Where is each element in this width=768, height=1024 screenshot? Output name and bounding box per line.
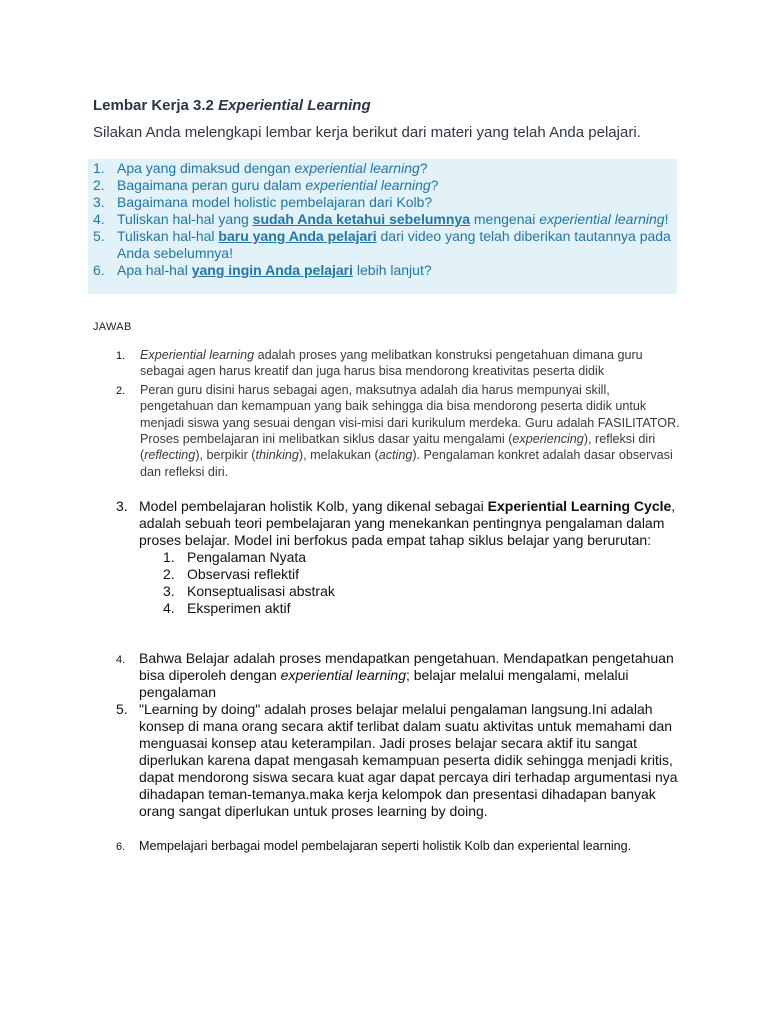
- question-text: !: [664, 211, 669, 227]
- kolb-step: [163, 549, 686, 566]
- question-number: 2.: [93, 177, 105, 193]
- answer-list-6: [116, 838, 676, 855]
- answer-text: Peran guru disini harus sebagai agen, maksutnya adalah dia harus mempunyai skill, pengetahuan dan kemampuan yang baik sehingga dia bisa mendorong peserta didik untuk menjadi siswa yang sesuai dengan visi-misi dari kurikulum merdeka. Guru adalah FASILITATOR. Proses pembelajaran ini melibatkan siklus dasar yaitu mengalami (: [140, 382, 680, 447]
- question-text: mengenai: [470, 211, 540, 227]
- answer-text: "Learning by doing" adalah proses belajar melalui pengalaman langsung.Ini adalah konsep di mana orang secara aktif terlibat dalam suatu aktivitas untuk memahami dan menguasai konsep atau keterampilan. Jadi proses belajar secara aktif itu sangat diperlukan karena dapat mengasah kemampuan peserta didik sehingga menjadi kritis, dapat mendorong siswa secara kuat agar dapat percaya diri terhadap argumentasi nya dihadapan teman-temanya.maka kerja kelompok dan presentasi dihadapan banyak orang sangat diperlukan untuk proses learning by doing.: [139, 701, 678, 819]
- page-title: [93, 97, 371, 114]
- question-underlined: yang ingin Anda pelajari: [191, 262, 354, 278]
- answer-item: [116, 382, 686, 480]
- question-underlined: sudah Anda ketahui sebelumnya: [252, 211, 470, 227]
- answer-text: Model pembelajaran holistik Kolb, yang dikenal sebagai: [139, 498, 488, 514]
- answer-text: , adalah sebuah teori pembelajaran yang menekankan pentingnya pengalaman dalam proses belajar. Model ini berfokus pada empat tahap siklus belajar yang berurutan:: [139, 498, 676, 548]
- question-number: 1.: [93, 160, 105, 176]
- step-number: 1.: [163, 549, 175, 565]
- question-number: 3.: [93, 194, 105, 210]
- question-item: [93, 194, 673, 211]
- question-emphasis: experiential learning: [294, 160, 420, 176]
- question-text: Tuliskan hal-hal: [117, 228, 219, 244]
- kolb-steps-list: [163, 549, 686, 617]
- question-text: Bagaimana peran guru dalam: [117, 177, 306, 193]
- intro-text: Silakan Anda melengkapi lembar kerja berikut dari materi yang telah Anda pelajari.: [93, 124, 641, 141]
- answer-text: ), berpikir (: [195, 448, 256, 463]
- question-item: [93, 228, 673, 262]
- answer-text: adalah proses yang melibatkan konstruksi pengetahuan dimana guru sebagai agen harus kreatif dan juga harus bisa mendorong kreativitas peserta didik: [140, 348, 643, 379]
- answer-number: 4.: [116, 654, 126, 666]
- question-text: ?: [430, 177, 439, 193]
- answer-emphasis: reflecting: [144, 448, 196, 463]
- question-text: Bagaimana model holistic pembelajaran dari Kolb?: [117, 194, 433, 210]
- kolb-step: [163, 583, 686, 600]
- question-emphasis: experiential learning: [539, 211, 665, 227]
- answer-number: 2.: [116, 384, 126, 397]
- step-label: Konseptualisasi abstrak: [187, 583, 335, 599]
- title-prefix: Lembar Kerja 3.2: [93, 97, 219, 114]
- answer-item: [116, 838, 676, 855]
- answer-text: Bahwa Belajar adalah proses mendapatkan pengetahuan. Mendapatkan pengetahuan bisa diperoleh dengan: [139, 650, 674, 683]
- answer-number: 6.: [116, 841, 126, 853]
- answer-text: ; belajar melalui mengalami, melalui pengalaman: [139, 667, 629, 700]
- question-number: 6.: [93, 262, 105, 278]
- step-label: Eksperimen aktif: [187, 600, 291, 616]
- answer-emphasis: thinking: [255, 448, 299, 463]
- question-text: Tuliskan hal-hal yang: [117, 211, 253, 227]
- answer-item: [116, 701, 686, 820]
- answer-number: 5.: [116, 701, 128, 717]
- answer-item: [116, 498, 686, 617]
- answer-emphasis: experiential learning: [280, 667, 406, 683]
- question-number: 5.: [93, 228, 105, 244]
- step-number: 4.: [163, 600, 175, 616]
- question-text: lebih lanjut?: [353, 262, 432, 278]
- answer-list-3: [116, 498, 686, 617]
- question-item: [93, 160, 673, 177]
- answer-number: 3.: [116, 498, 128, 514]
- question-item: [93, 177, 673, 194]
- question-underlined: baru yang Anda pelajari: [218, 228, 377, 244]
- question-text: dari video yang telah diberikan tautannya pada Anda sebelumnya!: [117, 228, 671, 261]
- title-italic: Experiential Learning: [218, 97, 371, 114]
- question-item: [93, 262, 673, 279]
- jawab-label: JAWAB: [93, 321, 132, 333]
- step-label: Observasi reflektif: [187, 566, 300, 582]
- step-number: 2.: [163, 566, 175, 582]
- answers-list-1-2: [116, 347, 686, 480]
- question-number: 4.: [93, 211, 105, 227]
- question-text: Apa yang dimaksud dengan: [117, 160, 295, 176]
- answer-bold: Experiential Learning Cycle: [487, 498, 672, 514]
- step-number: 3.: [163, 583, 175, 599]
- answer-emphasis: acting: [378, 448, 413, 463]
- answer-text: ). Pengalaman konkret adalah dasar observasi dan refleksi diri.: [140, 448, 673, 479]
- answer-emphasis: experiencing: [512, 432, 584, 447]
- step-label: Pengalaman Nyata: [187, 549, 307, 565]
- kolb-step: [163, 566, 686, 583]
- question-text: ?: [419, 160, 428, 176]
- answer-text: Mempelajari berbagai model pembelajaran seperti holistik Kolb dan experiental learning.: [139, 839, 632, 853]
- question-item: [93, 211, 673, 228]
- answer-text: ), refleksi diri (: [140, 432, 656, 463]
- answer-number: 1.: [116, 350, 126, 362]
- question-text: Apa hal-hal: [117, 262, 192, 278]
- answer-emphasis: Experiential learning: [140, 348, 255, 362]
- answer-list-4-5: [116, 650, 686, 820]
- answer-item: [116, 650, 686, 701]
- kolb-step: [163, 600, 686, 617]
- answer-text: ), melakukan (: [298, 448, 379, 463]
- questions-list: [93, 160, 673, 279]
- question-emphasis: experiential learning: [305, 177, 431, 193]
- answer-item: [116, 347, 686, 380]
